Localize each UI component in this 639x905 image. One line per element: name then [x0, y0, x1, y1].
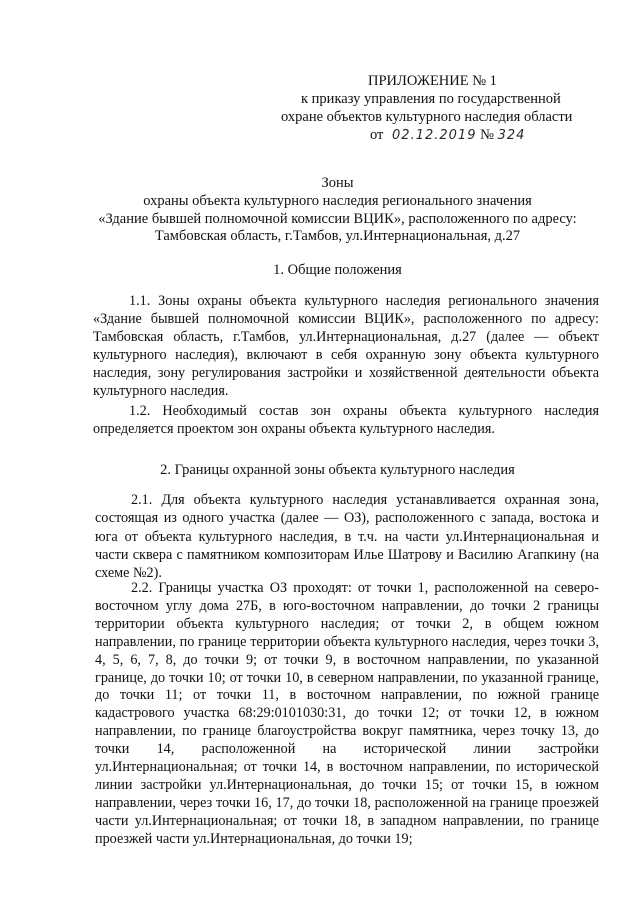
section2-heading: 2. Границы охранной зоны объекта культурного наследия — [160, 462, 515, 478]
title-line1: Зоны — [321, 175, 354, 191]
paragraph-2-2: 2.2. Границы участка ОЗ проходят: от точки 1, расположенной на северо-восточном углу дома 27Б, в юго-восточном направлении, до точки 2 границы территории объекта культурного наследия; от точки 2, в общем южном направлении, по границе территории объекта культурного наследия, через точки 3, 4, 5, 6, 7, 8, до точки 9; от точки 9, в восточном направлении, по указанной границе, до точки 10; от точки 10, в северном направлении, по указанной границе, до точки 11; от точки 11, в восточном направлении, по южной границе кадастрового участка 68:29:0101030:31, до точки 12; от точки 12, в южном направлении, по границе благоустройства вокруг памятника, через точку 13, до точки 14, расположенной на исторической линии застройки ул.Интернациональная; от точки 14, в восточном направлении, по исторической линии застройки ул.Интернациональная, до точки 15; от точки 15, в южном направлении, через точки 16, 17, до точки 18, расположенной на границе проезжей части ул.Интернациональная; от точки 18, в западном направлении, по границе проезжей части ул.Интернациональная, до точки 19; — [95, 580, 599, 847]
order-reference-line2: охране объектов культурного наследия области — [281, 109, 573, 125]
number-label: № — [480, 127, 494, 143]
paragraph-2-1: 2.1. Для объекта культурного наследия устанавливается охранная зона, состоящая из одного участка (далее — ОЗ), расположенного с запада, востока и юга от объекта культурного наследия, в т.ч. на части ул.Интернациональная и части сквера с памятником композиторам Илье Шатрову и Василию Агапкину (на схеме №2). — [95, 492, 599, 582]
paragraph-1-2: 1.2. Необходимый состав зон охраны объекта культурного наследия определяется проектом зон охраны объекта культурного наследия. — [93, 403, 599, 437]
handwritten-date: 02.12.2019 — [392, 128, 477, 143]
order-reference-line1: к приказу управления по государственной — [301, 91, 561, 107]
from-label: от — [370, 127, 384, 143]
handwritten-number: 324 — [497, 128, 526, 143]
order-date-line — [370, 127, 525, 144]
title-line3: «Здание бывшей полномочной комиссии ВЦИК», расположенного по адресу: — [98, 211, 577, 227]
title-line2: охраны объекта культурного наследия регионального значения — [143, 193, 532, 209]
appendix-title: ПРИЛОЖЕНИЕ № 1 — [368, 73, 497, 89]
title-line4: Тамбовская область, г.Тамбов, ул.Интернациональная, д.27 — [154, 228, 521, 244]
paragraph-1-1: 1.1. Зоны охраны объекта культурного наследия регионального значения «Здание бывшей полномочной комиссии ВЦИК», расположенного по адресу: Тамбовская область, г.Тамбов, ул.Интернациональная, д.27 (далее — объект культурного наследия), включают в себя охранную зону объекта культурного наследия, зону регулирования застройки и хозяйственной деятельности объекта культурного наследия. — [93, 293, 599, 399]
section1-heading: 1. Общие положения — [273, 262, 402, 278]
